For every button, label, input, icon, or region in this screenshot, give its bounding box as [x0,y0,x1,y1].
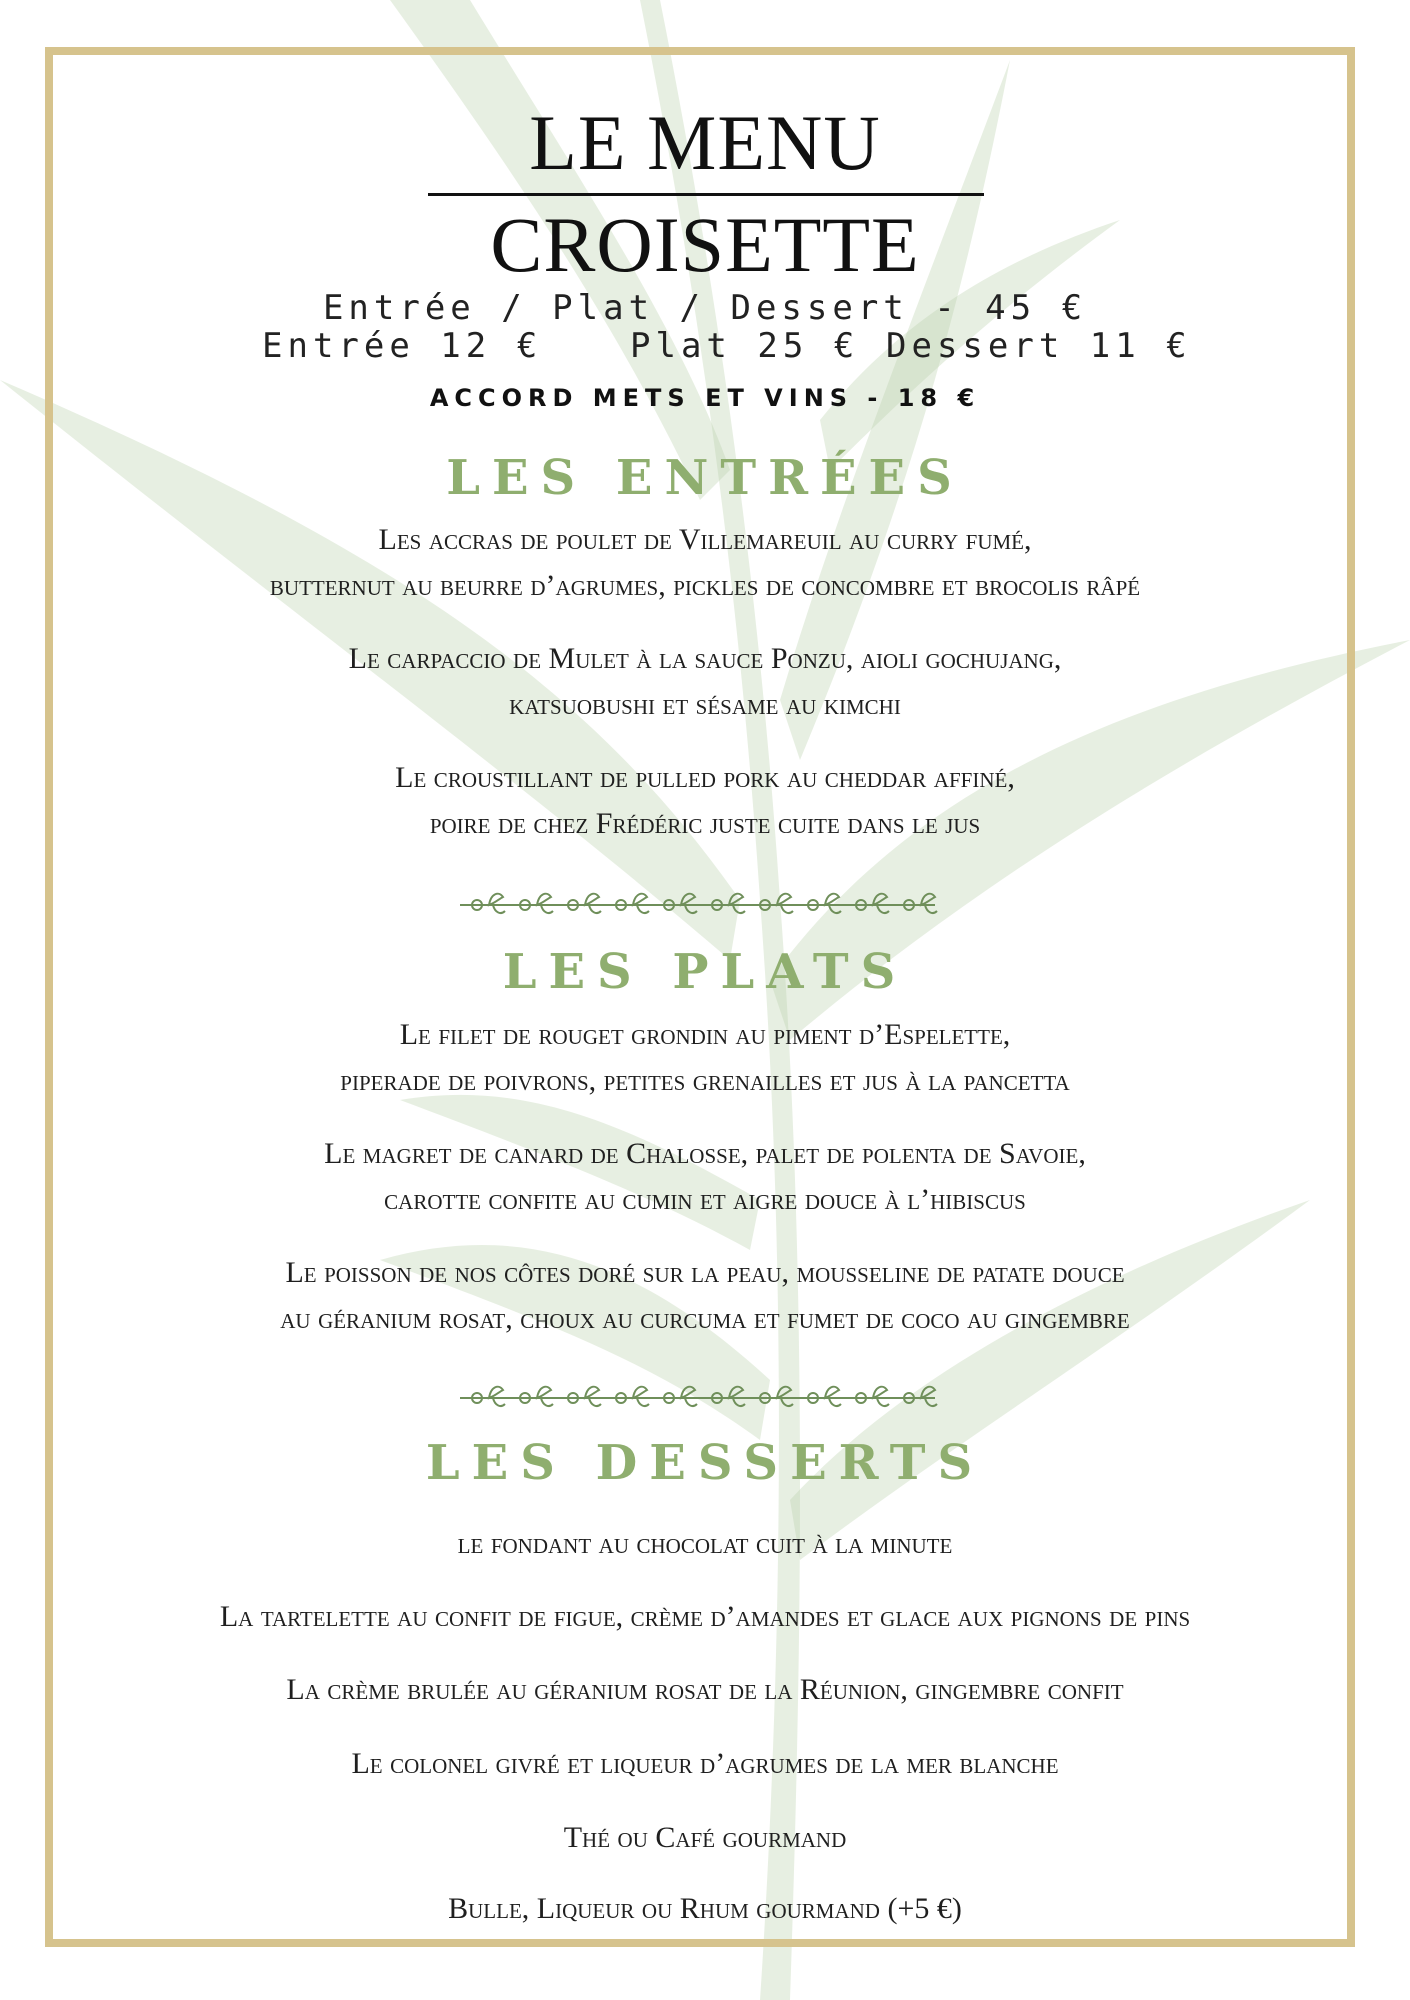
section-title-plats: LES PLATS [502,944,908,1000]
dessert-item: La tartelette au confit de figue, crème d’amandes et glace aux pignons de pins [219,1600,1191,1633]
dish-line: Le poisson de nos côtes doré sur la peau, mousseline de patate douce [285,1256,1125,1289]
vine-divider-icon [455,885,940,919]
dish-item [60,636,1350,728]
section-title-entrees: LES ENTRÉES [446,450,964,506]
dessert-item: Thé ou Café gourmand [563,1821,847,1854]
title-divider-rule [428,193,984,196]
dish-line: butternut au beurre d’agrumes, pickles de concombre et brocolis râpé [269,569,1141,602]
dessert-item: Le colonel givré et liqueur d’agrumes de la mer blanche [351,1747,1059,1780]
dish-line: piperade de poivrons, petites grenailles et jus à la pancetta [340,1064,1070,1097]
menu-title-top: LE MENU [529,99,881,186]
dessert-item: La crème brulée au géranium rosat de la Réunion, gingembre confit [286,1673,1124,1706]
vine-divider-icon [455,1378,940,1412]
section-title-desserts: LES DESSERTS [425,1435,985,1491]
dish-line: katsuobushi et sésame au kimchi [509,688,901,721]
dish-item [60,755,1350,847]
dish-item [60,1131,1350,1223]
dish-line: au géranium rosat, choux au curcuma et fumet de coco au gingembre [280,1302,1130,1335]
price-plat: Plat 25 € [630,326,860,366]
dessert-item: le fondant au chocolat cuit à la minute [457,1527,953,1560]
dish-line: Le magret de canard de Chalosse, palet de polenta de Savoie, [324,1137,1086,1170]
dish-line: Le carpaccio de Mulet à la sauce Ponzu, aioli gochujang, [348,642,1062,675]
dish-line: carotte confite au cumin et aigre douce à l’hibiscus [384,1183,1026,1216]
dessert-item: Bulle, Liqueur ou Rhum gourmand (+5 €) [448,1892,962,1925]
dish-line: poire de chez Frédéric juste cuite dans le jus [429,807,981,840]
formula-price: Entrée / Plat / Dessert - 45 € [322,288,1088,328]
price-dessert: Dessert 11 € [886,326,1192,366]
dish-item [60,1012,1350,1104]
dish-line: Le croustillant de pulled pork au cheddar affiné, [395,761,1015,794]
individual-prices [0,326,1410,370]
dish-item [60,1250,1350,1342]
dish-line: Les accras de poulet de Villemareuil au curry fumé, [378,523,1032,556]
wine-pairing-price: ACCORD METS ET VINS - 18 € [429,384,981,412]
price-entree: Entrée 12 € [262,326,543,366]
dish-item [60,517,1350,609]
menu-title-bottom: CROISETTE [490,201,920,288]
dish-line: Le filet de rouget grondin au piment d’Espelette, [399,1018,1011,1051]
